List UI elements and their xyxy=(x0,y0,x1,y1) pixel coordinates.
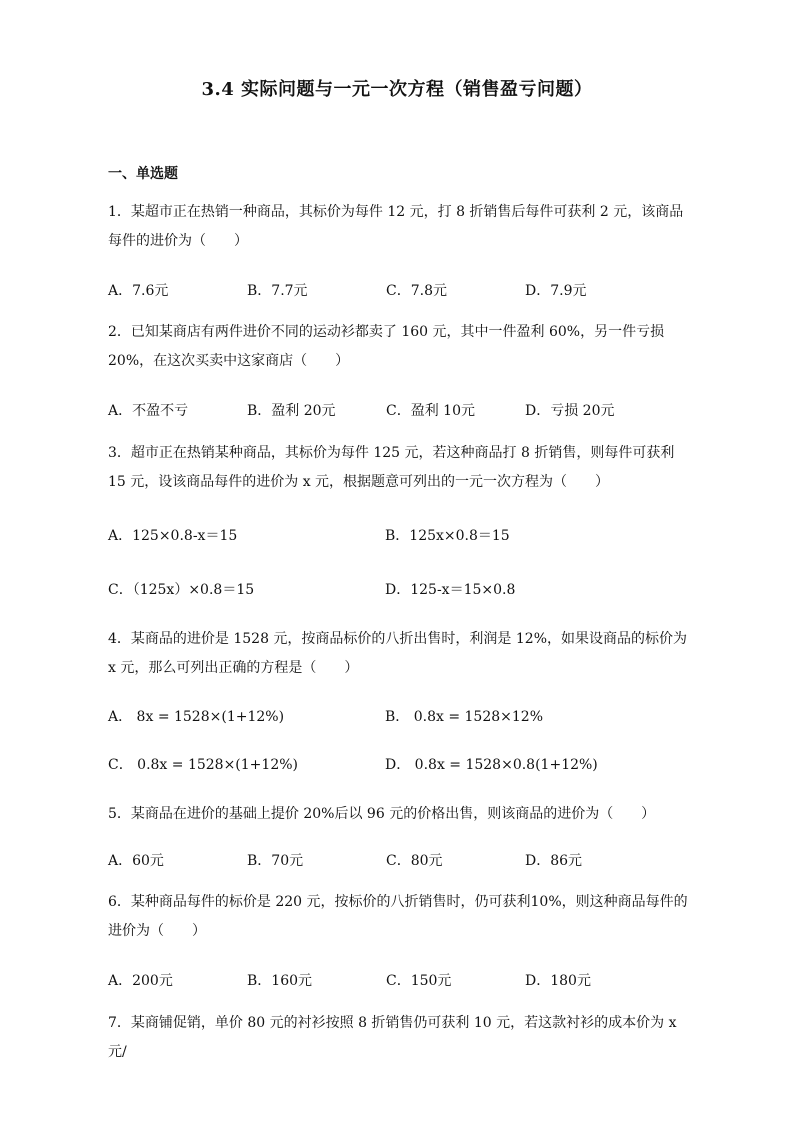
option-c[interactable]: C．150元 xyxy=(386,973,452,989)
question-3-options-row-1 xyxy=(108,525,688,547)
section-heading: 一、单选题 xyxy=(108,166,178,182)
option-d[interactable]: D． 0.8x = 1528×0.8(1+12%) xyxy=(385,757,598,773)
option-a[interactable]: A．200元 xyxy=(108,973,173,989)
question-2: 2．已知某商店有两件进价不同的运动衫都卖了 160 元，其中一件盈利 60%，另一件亏损 20%，在这次买卖中这家商店（ ） xyxy=(108,324,665,369)
question-6-options xyxy=(108,970,688,992)
question-5: 5．某商品在进价的基础上提价 20%后以 96 元的价格出售，则该商品的进价为（ ） xyxy=(108,806,656,822)
option-b[interactable]: B． 0.8x = 1528×12% xyxy=(385,709,544,725)
option-a[interactable]: A． 8x = 1528×(1+12%) xyxy=(108,709,285,725)
document-title: 3.4 实际问题与一元一次方程（销售盈亏问题） xyxy=(201,79,593,100)
option-b[interactable]: B．7.7元 xyxy=(247,283,308,299)
option-c[interactable]: C． 0.8x = 1528×(1+12%) xyxy=(108,757,298,773)
option-a[interactable]: A．7.6元 xyxy=(108,283,169,299)
option-d[interactable]: D．125-x＝15×0.8 xyxy=(385,582,516,598)
option-b[interactable]: B．盈利 20元 xyxy=(247,403,336,419)
option-a[interactable]: A．不盈不亏 xyxy=(108,403,189,419)
option-d[interactable]: D．86元 xyxy=(525,853,583,869)
question-3-options-row-2 xyxy=(108,579,688,601)
question-4-options-row-1 xyxy=(108,706,688,728)
option-c[interactable]: C．（125x）×0.8＝15 xyxy=(108,582,255,598)
question-7: 7．某商铺促销，单价 80 元的衬衫按照 8 折销售仍可获利 10 元，若这款衬衫的成本价为 x 元/ xyxy=(108,1015,677,1060)
question-2-options xyxy=(108,400,688,422)
option-d[interactable]: D．180元 xyxy=(525,973,591,989)
question-4-options-row-2 xyxy=(108,754,688,776)
question-1: 1．某超市正在热销一种商品，其标价为每件 12 元，打 8 折销售后每件可获利 2 元，该商品每件的进价为（ ） xyxy=(108,204,684,249)
option-d[interactable]: D．亏损 20元 xyxy=(525,403,615,419)
option-c[interactable]: C．盈利 10元 xyxy=(386,403,475,419)
question-5-options xyxy=(108,850,688,872)
option-b[interactable]: B．70元 xyxy=(247,853,304,869)
question-6: 6．某种商品每件的标价是 220 元，按标价的八折销售时，仍可获利10%，则这种商品每件的进价为（ ） xyxy=(108,894,688,939)
option-d[interactable]: D．7.9元 xyxy=(525,283,587,299)
question-3: 3．超市正在热销某种商品，其标价为每件 125 元，若这种商品打 8 折销售，则每件可获利 15 元，设该商品每件的进价为 x 元，根据题意可列出的一元一次方程为（ ） xyxy=(108,445,675,490)
option-b[interactable]: B．160元 xyxy=(247,973,313,989)
option-c[interactable]: C．80元 xyxy=(386,853,443,869)
option-a[interactable]: A．60元 xyxy=(108,853,164,869)
option-a[interactable]: A．125×0.8-x＝15 xyxy=(108,528,238,544)
question-1-options xyxy=(108,280,688,302)
option-c[interactable]: C．7.8元 xyxy=(386,283,447,299)
question-4: 4．某商品的进价是 1528 元，按商品标价的八折出售时，利润是 12%，如果设商品的标价为 x 元，那么可列出正确的方程是（ ） xyxy=(108,631,688,676)
option-b[interactable]: B．125x×0.8＝15 xyxy=(385,528,510,544)
